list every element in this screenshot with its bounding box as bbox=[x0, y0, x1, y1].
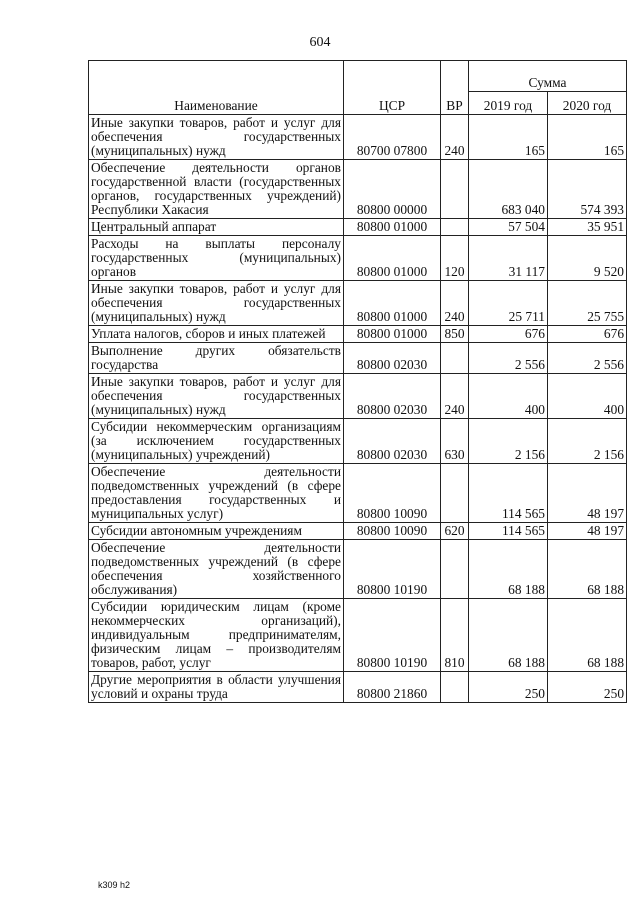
row-vr: 620 bbox=[441, 523, 469, 540]
row-sum-2020: 48 197 bbox=[548, 523, 627, 540]
row-csr: 80800 01000 bbox=[344, 236, 441, 281]
row-sum-2019: 114 565 bbox=[469, 523, 548, 540]
row-sum-2020: 48 197 bbox=[548, 464, 627, 523]
row-sum-2020: 35 951 bbox=[548, 219, 627, 236]
row-csr: 80800 01000 bbox=[344, 326, 441, 343]
row-name: Другие мероприятия в области улучшения условий и охраны труда bbox=[89, 672, 344, 703]
row-sum-2019: 57 504 bbox=[469, 219, 548, 236]
row-sum-2019: 31 117 bbox=[469, 236, 548, 281]
page-number: 604 bbox=[309, 35, 331, 50]
row-sum-2019: 2 556 bbox=[469, 343, 548, 374]
row-name: Обеспечение деятельности органов государственной власти (государственных органов, государственных учреждений) Республики Хакасия bbox=[89, 160, 344, 219]
row-sum-2020: 165 bbox=[548, 115, 627, 160]
header-csr: ЦСР bbox=[344, 61, 441, 115]
row-vr: 810 bbox=[441, 599, 469, 672]
row-sum-2019: 2 156 bbox=[469, 419, 548, 464]
row-csr: 80700 07800 bbox=[344, 115, 441, 160]
row-sum-2019: 114 565 bbox=[469, 464, 548, 523]
row-sum-2020: 9 520 bbox=[548, 236, 627, 281]
row-vr bbox=[441, 219, 469, 236]
row-name: Уплата налогов, сборов и иных платежей bbox=[89, 326, 344, 343]
table-row bbox=[89, 160, 627, 219]
row-sum-2019: 250 bbox=[469, 672, 548, 703]
table-row bbox=[89, 236, 627, 281]
table-row bbox=[89, 523, 627, 540]
row-name: Иные закупки товаров, работ и услуг для обеспечения государственных (муниципальных) нужд bbox=[89, 374, 344, 419]
header-sum: Сумма bbox=[469, 61, 627, 92]
row-csr: 80800 00000 bbox=[344, 160, 441, 219]
row-csr: 80800 01000 bbox=[344, 281, 441, 326]
row-vr: 630 bbox=[441, 419, 469, 464]
table-row bbox=[89, 343, 627, 374]
row-name: Иные закупки товаров, работ и услуг для обеспечения государственных (муниципальных) нужд bbox=[89, 115, 344, 160]
row-sum-2019: 676 bbox=[469, 326, 548, 343]
row-vr bbox=[441, 672, 469, 703]
table-row bbox=[89, 326, 627, 343]
table-row bbox=[89, 599, 627, 672]
table-row bbox=[89, 219, 627, 236]
header-row bbox=[89, 61, 627, 92]
row-sum-2020: 68 188 bbox=[548, 599, 627, 672]
header-year-2020: 2020 год bbox=[548, 92, 627, 115]
row-sum-2020: 25 755 bbox=[548, 281, 627, 326]
row-name: Субсидии некоммерческим организациям (за исключением государственных (муниципальных) учреждений) bbox=[89, 419, 344, 464]
header-vr: ВР bbox=[441, 61, 469, 115]
row-vr bbox=[441, 343, 469, 374]
row-sum-2019: 165 bbox=[469, 115, 548, 160]
table-row bbox=[89, 281, 627, 326]
row-vr bbox=[441, 464, 469, 523]
row-csr: 80800 02030 bbox=[344, 343, 441, 374]
row-sum-2020: 68 188 bbox=[548, 540, 627, 599]
row-csr: 80800 10190 bbox=[344, 599, 441, 672]
row-sum-2020: 2 156 bbox=[548, 419, 627, 464]
row-name: Иные закупки товаров, работ и услуг для обеспечения государственных (муниципальных) нужд bbox=[89, 281, 344, 326]
row-csr: 80800 02030 bbox=[344, 374, 441, 419]
row-name: Субсидии автономным учреждениям bbox=[89, 523, 344, 540]
row-name: Центральный аппарат bbox=[89, 219, 344, 236]
row-sum-2019: 400 bbox=[469, 374, 548, 419]
table-row bbox=[89, 374, 627, 419]
row-vr: 850 bbox=[441, 326, 469, 343]
header-year-2019: 2019 год bbox=[469, 92, 548, 115]
row-csr: 80800 10090 bbox=[344, 523, 441, 540]
row-sum-2020: 676 bbox=[548, 326, 627, 343]
row-vr: 240 bbox=[441, 374, 469, 419]
row-csr: 80800 02030 bbox=[344, 419, 441, 464]
row-sum-2019: 68 188 bbox=[469, 540, 548, 599]
table-row bbox=[89, 419, 627, 464]
header-name: Наименование bbox=[89, 61, 344, 115]
row-csr: 80800 10090 bbox=[344, 464, 441, 523]
footer-code: k309 h2 bbox=[98, 880, 131, 890]
row-vr: 240 bbox=[441, 281, 469, 326]
row-vr: 240 bbox=[441, 115, 469, 160]
table-row bbox=[89, 672, 627, 703]
row-csr: 80800 01000 bbox=[344, 219, 441, 236]
row-name: Субсидии юридическим лицам (кроме некоммерческих организаций), индивидуальным предпринимателям, физическим лицам – производителям товаров, работ, услуг bbox=[89, 599, 344, 672]
row-vr bbox=[441, 160, 469, 219]
row-sum-2020: 574 393 bbox=[548, 160, 627, 219]
row-csr: 80800 21860 bbox=[344, 672, 441, 703]
row-vr bbox=[441, 540, 469, 599]
table-body bbox=[89, 115, 627, 703]
row-vr: 120 bbox=[441, 236, 469, 281]
row-name: Выполнение других обязательств государства bbox=[89, 343, 344, 374]
table-row bbox=[89, 464, 627, 523]
row-sum-2019: 25 711 bbox=[469, 281, 548, 326]
row-name: Обеспечение деятельности подведомственных учреждений (в сфере обеспечения хозяйственного обслуживания) bbox=[89, 540, 344, 599]
row-sum-2019: 683 040 bbox=[469, 160, 548, 219]
row-sum-2020: 400 bbox=[548, 374, 627, 419]
row-name: Обеспечение деятельности подведомственных учреждений (в сфере предоставления государственных и муниципальных услуг) bbox=[89, 464, 344, 523]
row-sum-2020: 250 bbox=[548, 672, 627, 703]
row-name: Расходы на выплаты персоналу государственных (муниципальных) органов bbox=[89, 236, 344, 281]
row-csr: 80800 10190 bbox=[344, 540, 441, 599]
budget-table bbox=[88, 60, 627, 703]
table-row bbox=[89, 115, 627, 160]
row-sum-2019: 68 188 bbox=[469, 599, 548, 672]
table-row bbox=[89, 540, 627, 599]
row-sum-2020: 2 556 bbox=[548, 343, 627, 374]
